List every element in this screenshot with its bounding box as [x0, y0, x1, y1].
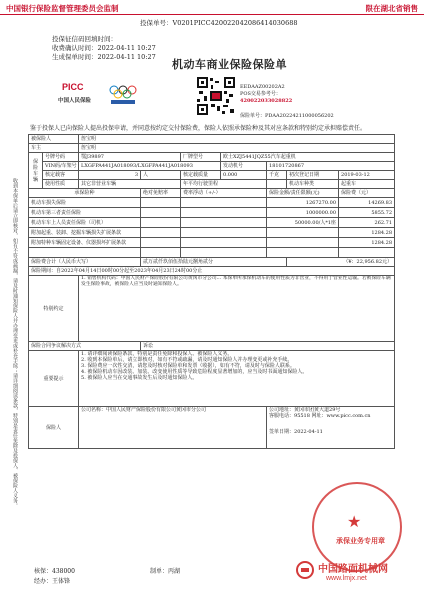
- total-label: 保险费合计（人民币大写）: [29, 258, 141, 267]
- notice-item: 2. 收到本保险单后，请立即核对，如有不符或疏漏，请及时通知保险人并办理变更或补充手续。: [81, 357, 293, 363]
- cov-premium: 5855.72: [339, 208, 395, 218]
- notice-item: 5. 被保险人应当在交通事故发生后及时通知保险人。: [81, 375, 198, 381]
- issue-date: 签单日期：2022-04-11: [269, 429, 323, 435]
- plate-value: 鄂J39897: [79, 153, 181, 162]
- side-notice: 收到本保单后请立即核对，如有不符或疏漏，请及时通知保险人并办理变更或补充手续；请详细阅读条款，特别是责任免除及投保人、被保险人义务。: [12, 178, 18, 508]
- col-deduct: 绝对免赔率: [141, 189, 181, 198]
- mileage-value: [267, 180, 287, 189]
- insurer-company: 公司名称：中国人民财产保险股份有限公司黄冈市分公司: [81, 407, 207, 413]
- cov-name: 附加起重、装卸、挖掘车辆损失扩展条款: [29, 228, 141, 238]
- special-label: 特别约定: [29, 276, 79, 342]
- handler: 经办：王体锋: [34, 578, 71, 585]
- engine-value: 18101720867: [267, 162, 395, 171]
- insurer-label: 保险人: [29, 407, 79, 449]
- cov-premium: 14269.83: [339, 198, 395, 208]
- owner-label: 车主: [29, 144, 79, 153]
- col-item: 承保险种: [29, 189, 141, 198]
- org-code-time: 投保征信码回填时间：: [52, 35, 117, 43]
- watermark-url: www.lmjx.net: [326, 575, 367, 582]
- col-amount: 保险金额/责任限额(元): [267, 189, 339, 198]
- total-num: 22,956.82: [356, 259, 382, 265]
- receipt-time: 收费确认时间：2022-04-11 10:27: [52, 44, 156, 52]
- cov-name: 附加特种车辆固定设备、仪器损坏扩展条款: [29, 238, 141, 248]
- vtype-label: 机动车种类: [287, 180, 339, 189]
- vtype-value: 起重车: [339, 180, 395, 189]
- brand-value: 欧士XZJ5441JQZ55汽车起重机: [221, 153, 395, 162]
- checker: 核保：438000: [34, 568, 75, 575]
- vin-label: VIN码/车架号: [43, 162, 79, 171]
- watermark-title: 中国路面机械网: [318, 564, 388, 575]
- policy-codes: [240, 84, 334, 120]
- special-text: 1. 销售机构代码：中国人民财产保险股份有限公司黄冈市分公司... 本保单所承保机动车的使用性质为非营业，不得用于营业性运输。若被保险车辆发生保险事故，被保险人应当及时通知保险人。: [79, 276, 395, 342]
- plate-label: 号牌号码: [43, 153, 79, 162]
- policy-label: 保险单号：: [240, 113, 266, 119]
- cov-premium: 262.71: [339, 218, 395, 228]
- engine-label: 发动机号: [221, 162, 267, 171]
- cov-empty: [29, 248, 141, 258]
- notice-item: 4. 被保险机动车因改装、加装、改变使用性质等导致危险程度显著增加的，应当及时书面通知保险人。: [81, 369, 308, 375]
- cov-premium: 1284.28: [339, 238, 395, 248]
- use-value: 其它非营业车辆: [79, 180, 181, 189]
- brand-label: 厂牌型号: [181, 153, 221, 162]
- total-num-tail: 元）: [382, 259, 393, 265]
- logo-name: 中国人民保险: [58, 98, 92, 104]
- cov-name: 机动车损失保险: [29, 198, 141, 208]
- policy-number: PDAA20224211000056202: [265, 113, 334, 119]
- page-title: 机动车商业保险保险单: [172, 58, 287, 71]
- header-divider: [0, 14, 424, 15]
- region-label: 限在湖北省销售: [365, 4, 418, 13]
- dispute-label: 保险合同争议解决方式: [29, 342, 141, 351]
- qr-code: [196, 76, 236, 116]
- pos-label: POS交易参考号：: [240, 91, 281, 97]
- period-text: 保险期间：自2022年04月14日00时00分起至2023年04月23日24时00分止: [29, 267, 395, 276]
- dispute-value: 诉讼: [141, 342, 395, 351]
- cov-amount: [267, 228, 339, 238]
- col-float: 费率浮动（+/-）: [181, 189, 267, 198]
- insurer-phone: 客服电话：95518 网址：www.picc.com.cn: [269, 413, 371, 419]
- policy-table: [28, 134, 395, 449]
- logo-brand: PICC: [62, 82, 84, 92]
- seats-label: 核定载客: [43, 171, 79, 180]
- seats-unit: 人: [141, 171, 181, 180]
- load-unit: 千克: [267, 171, 287, 180]
- insured-value: 詹宝明: [79, 135, 395, 144]
- insured-label: 被保险人: [29, 135, 79, 144]
- seal-star-icon: ★: [347, 512, 362, 531]
- seats-value: 3: [79, 171, 141, 180]
- cov-amount: [267, 238, 339, 248]
- load-value: 0.000: [221, 171, 267, 180]
- intro-text: 鉴于投保人已向保险人提出投保申请，并同意按约定交付保险费，保险人依照承保险种及其对应条款和特别约定承担赔偿责任。: [30, 125, 367, 132]
- load-label: 核定载质量: [181, 171, 221, 180]
- mileage-label: 年平均行驶里程: [181, 180, 267, 189]
- maker: 制单：丙湖: [150, 568, 181, 575]
- notice-label: 重要提示: [29, 351, 79, 407]
- insurer-address: 公司地址：黄冈市团黄大道29号: [269, 407, 341, 413]
- pos-number: 420022033028822: [240, 98, 293, 104]
- reg-label: 初次登记日期: [287, 171, 339, 180]
- notice-item: 3. 保险费应一次性交清，请您及时核对保险单和发票（收据），如有不符，请及时与保险人联系。: [81, 363, 295, 369]
- total-words: 贰万贰仟玖佰伍拾陆元捌角贰分: [141, 258, 287, 267]
- cov-amount: 50000.00/人*1座: [267, 218, 339, 228]
- cov-name: 机动车第三者责任保险: [29, 208, 141, 218]
- generated-time: 生成保单时间：2022-04-11 10:27: [52, 53, 156, 61]
- cov-amount: 1000000.00: [267, 208, 339, 218]
- seal-text: 承保业务专用章: [336, 536, 385, 545]
- watermark-logo-icon: [296, 561, 314, 579]
- cov-premium: 1284.28: [339, 228, 395, 238]
- total-num-label: （¥：: [343, 259, 357, 265]
- use-label: 使用性质: [43, 180, 79, 189]
- company-logo: [58, 80, 144, 114]
- vehicle-section-label: 保险车辆: [29, 153, 43, 189]
- reg-value: 2019-03-12: [339, 171, 395, 180]
- cov-amount: 1267270.00: [267, 198, 339, 208]
- vin-value: LXGFPA441JA018093/LXGFPA441JA018093: [79, 162, 221, 171]
- notice-item: 1. 请详细阅读保险条款，特别是责任免除和投保人、被保险人义务。: [81, 351, 233, 357]
- regulator-label: 中国银行保险监督管理委员会监制: [6, 4, 119, 13]
- col-premium: 保险费（元）: [339, 189, 395, 198]
- cov-name: 机动车车上人员责任保险（司机）: [29, 218, 141, 228]
- code-1: EEDAAZ00202A2: [240, 84, 285, 90]
- owner-value: 詹宝明: [79, 144, 395, 153]
- olympic-rings-icon: [106, 80, 142, 108]
- application-number: 投保单号：V0201PICC420022042086414030688: [140, 19, 298, 27]
